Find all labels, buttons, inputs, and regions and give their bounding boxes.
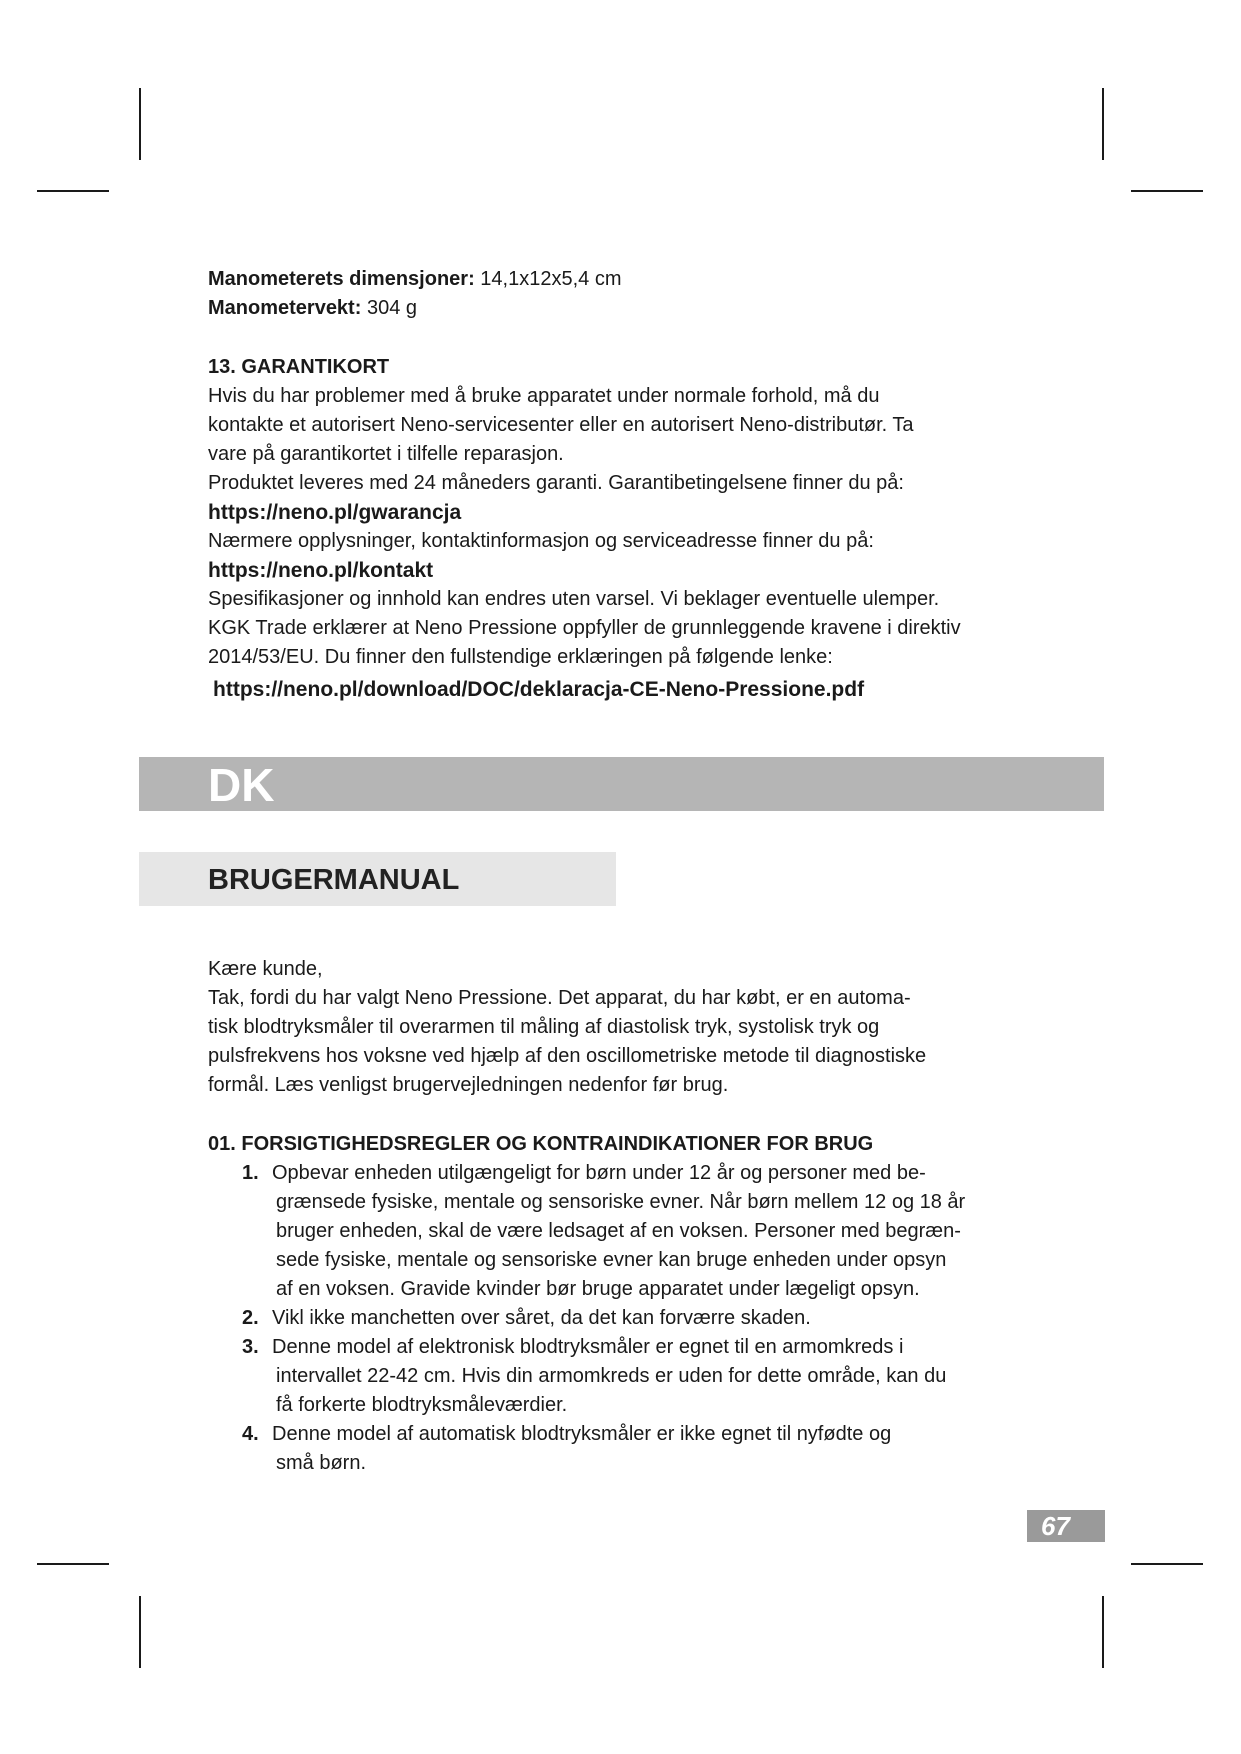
language-code: DK	[208, 759, 275, 811]
precautions-heading: 01. FORSIGTIGHEDSREGLER OG KONTRAINDIKATIONER FOR BRUG	[208, 1133, 874, 1155]
list-number: 2.	[242, 1307, 259, 1329]
list-item	[242, 1304, 1108, 1333]
list-text: små børn.	[276, 1452, 367, 1474]
list-text: sede fysiske, mentale og sensoriske evner kan bruge enheden under opsyn	[276, 1249, 947, 1271]
crop-mark-top-left-vertical	[139, 88, 141, 160]
declaration-link[interactable]: https://neno.pl/download/DOC/deklaracja-CE-Neno-Pressione.pdf	[213, 678, 865, 701]
list-item	[242, 1420, 1108, 1478]
crop-mark-top-left-horizontal	[37, 190, 109, 192]
page-number: 67	[1041, 1511, 1070, 1541]
warranty-line: vare på garantikortet i tilfelle reparasjon.	[208, 443, 564, 465]
list-number: 1.	[242, 1162, 259, 1184]
list-number: 4.	[242, 1423, 259, 1445]
list-text: få forkerte blodtryksmåleværdier.	[276, 1394, 568, 1416]
spec-dimensions: Manometerets dimensjoner: 14,1x12x5,4 cm	[208, 268, 622, 290]
list-text: af en voksen. Gravide kvinder bør bruge apparatet under lægeligt opsyn.	[276, 1278, 920, 1300]
list-item	[242, 1333, 1108, 1420]
declaration-line: KGK Trade erklærer at Neno Pressione oppfyller de grunnleggende kravene i direktiv	[208, 617, 961, 639]
declaration-line: Spesifikasjoner og innhold kan endres uten varsel. Vi beklager eventuelle ulemper.	[208, 588, 940, 610]
list-text: Opbevar enheden utilgængeligt for børn under 12 år og personer med be-	[272, 1162, 926, 1184]
language-section-band	[139, 757, 1104, 811]
crop-mark-bottom-right-horizontal	[1131, 1563, 1203, 1565]
crop-mark-bottom-right-vertical	[1102, 1596, 1104, 1668]
list-text: intervallet 22-42 cm. Hvis din armomkreds er uden for dette område, kan du	[276, 1365, 947, 1387]
page-number-badge	[1027, 1510, 1105, 1542]
intro-line: pulsfrekvens hos voksne ved hjælp af den oscillometriske metode til diagnostiske	[208, 1045, 927, 1067]
list-text: Denne model af elektronisk blodtryksmåler er egnet til en armomkreds i	[272, 1336, 904, 1358]
greeting: Kære kunde,	[208, 958, 323, 980]
contact-link[interactable]: https://neno.pl/kontakt	[208, 559, 434, 582]
intro-section	[208, 955, 1108, 1478]
spec-weight: Manometervekt: 304 g	[208, 297, 417, 319]
warranty-section	[208, 265, 1108, 704]
crop-mark-top-right-vertical	[1102, 88, 1104, 160]
warranty-heading: 13. GARANTIKORT	[208, 356, 390, 378]
intro-line: tisk blodtryksmåler til overarmen til måling af diastolisk tryk, systolisk tryk og	[208, 1016, 880, 1038]
list-item	[242, 1159, 1108, 1304]
list-text: bruger enheden, skal de være ledsaget af en voksen. Personer med begræn-	[276, 1220, 961, 1242]
warranty-line: kontakte et autorisert Neno-servicesenter eller en autorisert Neno-distributør. Ta	[208, 414, 914, 436]
manual-title-band	[139, 852, 616, 906]
contact-line: Nærmere opplysninger, kontaktinformasjon og serviceadresse finner du på:	[208, 530, 874, 552]
declaration-line: 2014/53/EU. Du finner den fullstendige erklæringen på følgende lenke:	[208, 646, 833, 668]
list-text: grænsede fysiske, mentale og sensoriske evner. Når børn mellem 12 og 18 år	[276, 1191, 966, 1213]
list-text: Denne model af automatisk blodtryksmåler er ikke egnet til nyfødte og	[272, 1423, 892, 1445]
crop-mark-bottom-left-horizontal	[37, 1563, 109, 1565]
warranty-line: Produktet leveres med 24 måneders garanti. Garantibetingelsene finner du på:	[208, 472, 904, 494]
list-number: 3.	[242, 1336, 259, 1358]
manual-title: BRUGERMANUAL	[208, 864, 460, 896]
list-text: Vikl ikke manchetten over såret, da det kan forværre skaden.	[272, 1307, 811, 1329]
warranty-line: Hvis du har problemer med å bruke apparatet under normale forhold, må du	[208, 385, 880, 407]
warranty-link[interactable]: https://neno.pl/gwarancja	[208, 501, 462, 524]
intro-line: formål. Læs venligst brugervejledningen nedenfor før brug.	[208, 1074, 729, 1096]
intro-line: Tak, fordi du har valgt Neno Pressione. Det apparat, du har købt, er en automa-	[208, 987, 911, 1009]
crop-mark-bottom-left-vertical	[139, 1596, 141, 1668]
crop-mark-top-right-horizontal	[1131, 190, 1203, 192]
